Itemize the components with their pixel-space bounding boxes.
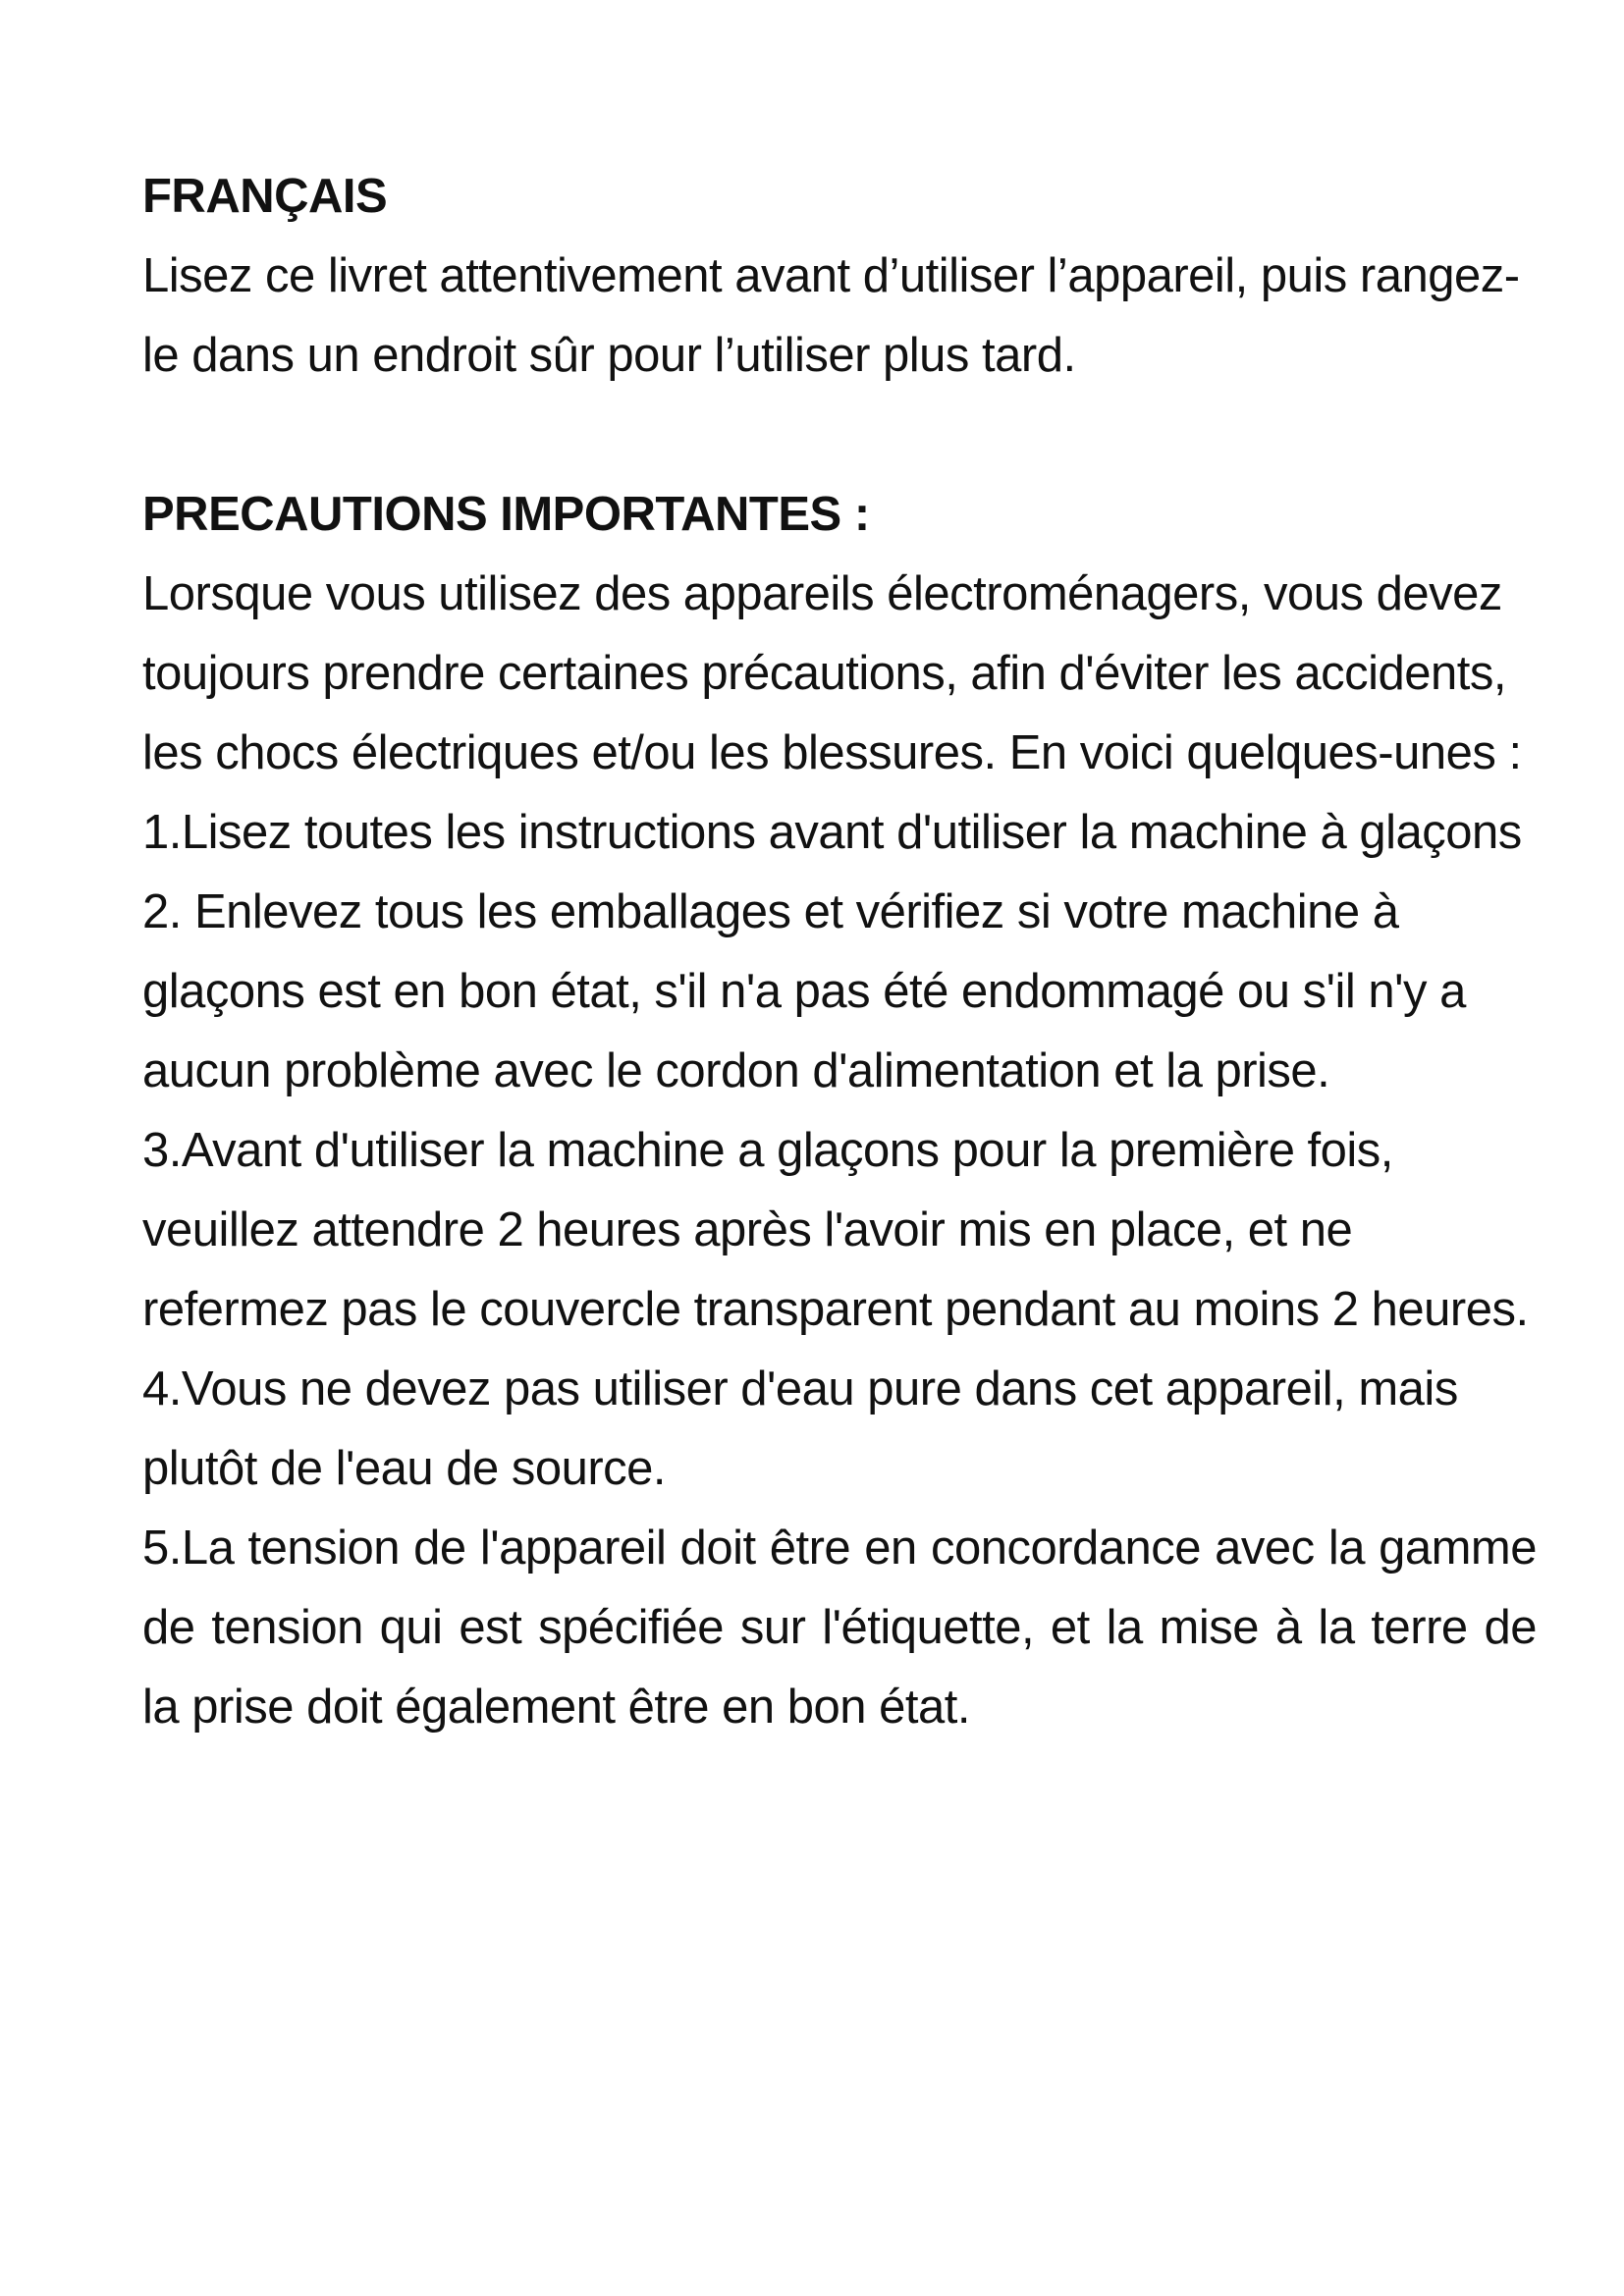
list-item-number: 1. <box>142 806 182 859</box>
list-item-number: 2. <box>142 885 182 938</box>
intro-paragraph: Lisez ce livret attentivement avant d’utiliser l’appareil, puis rangez-le dans un endroit sûr pour l’utiliser plus tard. <box>142 249 1520 382</box>
list-item-text: Vous ne devez pas utiliser d'eau pure dans cet appareil, mais plutôt de l'eau de source. <box>142 1362 1458 1495</box>
list-item-3 <box>142 1111 1537 1350</box>
list-item-number: 4. <box>142 1362 182 1415</box>
document-page <box>142 157 1537 1747</box>
language-heading: FRANÇAIS <box>142 170 388 223</box>
list-item-5 <box>142 1509 1537 1747</box>
list-item-number: 3. <box>142 1124 182 1177</box>
list-item-4 <box>142 1350 1537 1509</box>
list-item-text: Lisez toutes les instructions avant d'utiliser la machine à glaçons <box>181 806 1522 859</box>
list-item-1 <box>142 793 1537 873</box>
section-spacer <box>142 396 1537 475</box>
list-item-2 <box>142 873 1537 1111</box>
list-item-text: Enlevez tous les emballages et vérifiez si votre machine à glaçons est en bon état, s'il n'a pas été endommagé ou s'il n'y a aucun problème avec le cordon d'alimentation et la prise. <box>142 885 1466 1097</box>
list-item-number: 5. <box>142 1522 182 1575</box>
list-item-text: La tension de l'appareil doit être en concordance avec la gamme de tension qui est spécifiée sur l'étiquette, et la mise à la terre de la prise doit également être en bon état. <box>142 1522 1537 1734</box>
list-item-text: Avant d'utiliser la machine a glaçons pour la première fois, veuillez attendre 2 heures après l'avoir mis en place, et ne refermez pas le couvercle transparent pendant au moins 2 heures. <box>142 1124 1529 1336</box>
precautions-heading: PRECAUTIONS IMPORTANTES : <box>142 488 870 541</box>
precautions-intro: Lorsque vous utilisez des appareils électroménagers, vous devez toujours prendre certaines précautions, afin d'éviter les accidents, les chocs électriques et/ou les blessures. En voici quelques-unes : <box>142 567 1522 779</box>
